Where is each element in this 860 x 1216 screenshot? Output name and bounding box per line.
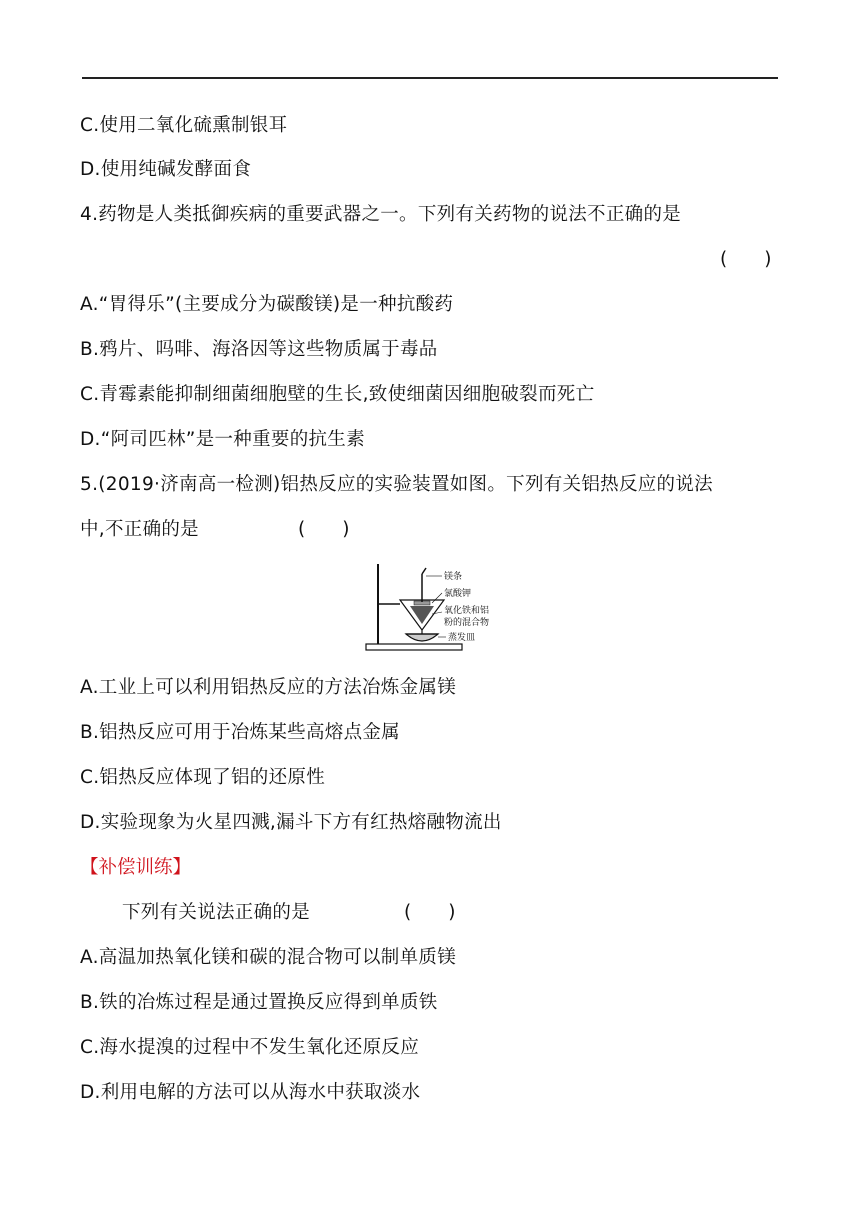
thermite-apparatus-figure bbox=[362, 560, 502, 656]
q4-stem: 4.药物是人类抵御疾病的重要武器之一。下列有关药物的说法不正确的是 bbox=[80, 204, 682, 225]
q5-option-a: A.工业上可以利用铝热反应的方法冶炼金属镁 bbox=[80, 677, 457, 698]
label-evaporating-dish: 蒸发皿 bbox=[448, 633, 476, 643]
supp-option-d: D.利用电解的方法可以从海水中获取淡水 bbox=[80, 1082, 421, 1103]
header-rule bbox=[82, 77, 778, 79]
supp-option-a: A.高温加热氧化镁和碳的混合物可以制单质镁 bbox=[80, 947, 457, 968]
supp-stem: 下列有关说法正确的是 bbox=[122, 902, 311, 923]
label-mixture-line2: 粉的混合物 bbox=[444, 618, 490, 628]
q4-option-b: B.鸦片、吗啡、海洛因等这些物质属于毒品 bbox=[80, 339, 438, 360]
supp-answer-paren: ( ) bbox=[404, 902, 456, 923]
q3-option-d: D.使用纯碱发酵面食 bbox=[80, 159, 252, 180]
supp-option-c: C.海水提溴的过程中不发生氧化还原反应 bbox=[80, 1037, 419, 1058]
q5-stem-line1: 5.(2019·济南高一检测)铝热反应的实验装置如图。下列有关铝热反应的说法 bbox=[80, 474, 713, 495]
label-mixture-line1: 氧化铁和铝 bbox=[444, 606, 490, 616]
label-magnesium-strip: 镁条 bbox=[444, 572, 463, 582]
thermite-apparatus-diagram bbox=[362, 560, 502, 656]
q4-option-d: D.“阿司匹林”是一种重要的抗生素 bbox=[80, 429, 365, 450]
q5-answer-paren: ( ) bbox=[298, 519, 350, 540]
q3-option-c: C.使用二氧化硫熏制银耳 bbox=[80, 115, 288, 136]
q4-answer-paren: ( ) bbox=[720, 249, 772, 270]
label-potassium-chlorate: 氯酸钾 bbox=[444, 589, 472, 599]
supp-option-b: B.铁的冶炼过程是通过置换反应得到单质铁 bbox=[80, 992, 438, 1013]
supplementary-training-tag: 【补偿训练】 bbox=[80, 857, 192, 878]
q5-stem-line2: 中,不正确的是 bbox=[80, 519, 199, 540]
q5-option-b: B.铝热反应可用于冶炼某些高熔点金属 bbox=[80, 722, 400, 743]
q4-option-a: A.“胃得乐”(主要成分为碳酸镁)是一种抗酸药 bbox=[80, 294, 454, 315]
q5-option-d: D.实验现象为火星四溅,漏斗下方有红热熔融物流出 bbox=[80, 812, 502, 833]
q4-option-c: C.青霉素能抑制细菌细胞壁的生长,致使细菌因细胞破裂而死亡 bbox=[80, 384, 595, 405]
q5-option-c: C.铝热反应体现了铝的还原性 bbox=[80, 767, 325, 788]
